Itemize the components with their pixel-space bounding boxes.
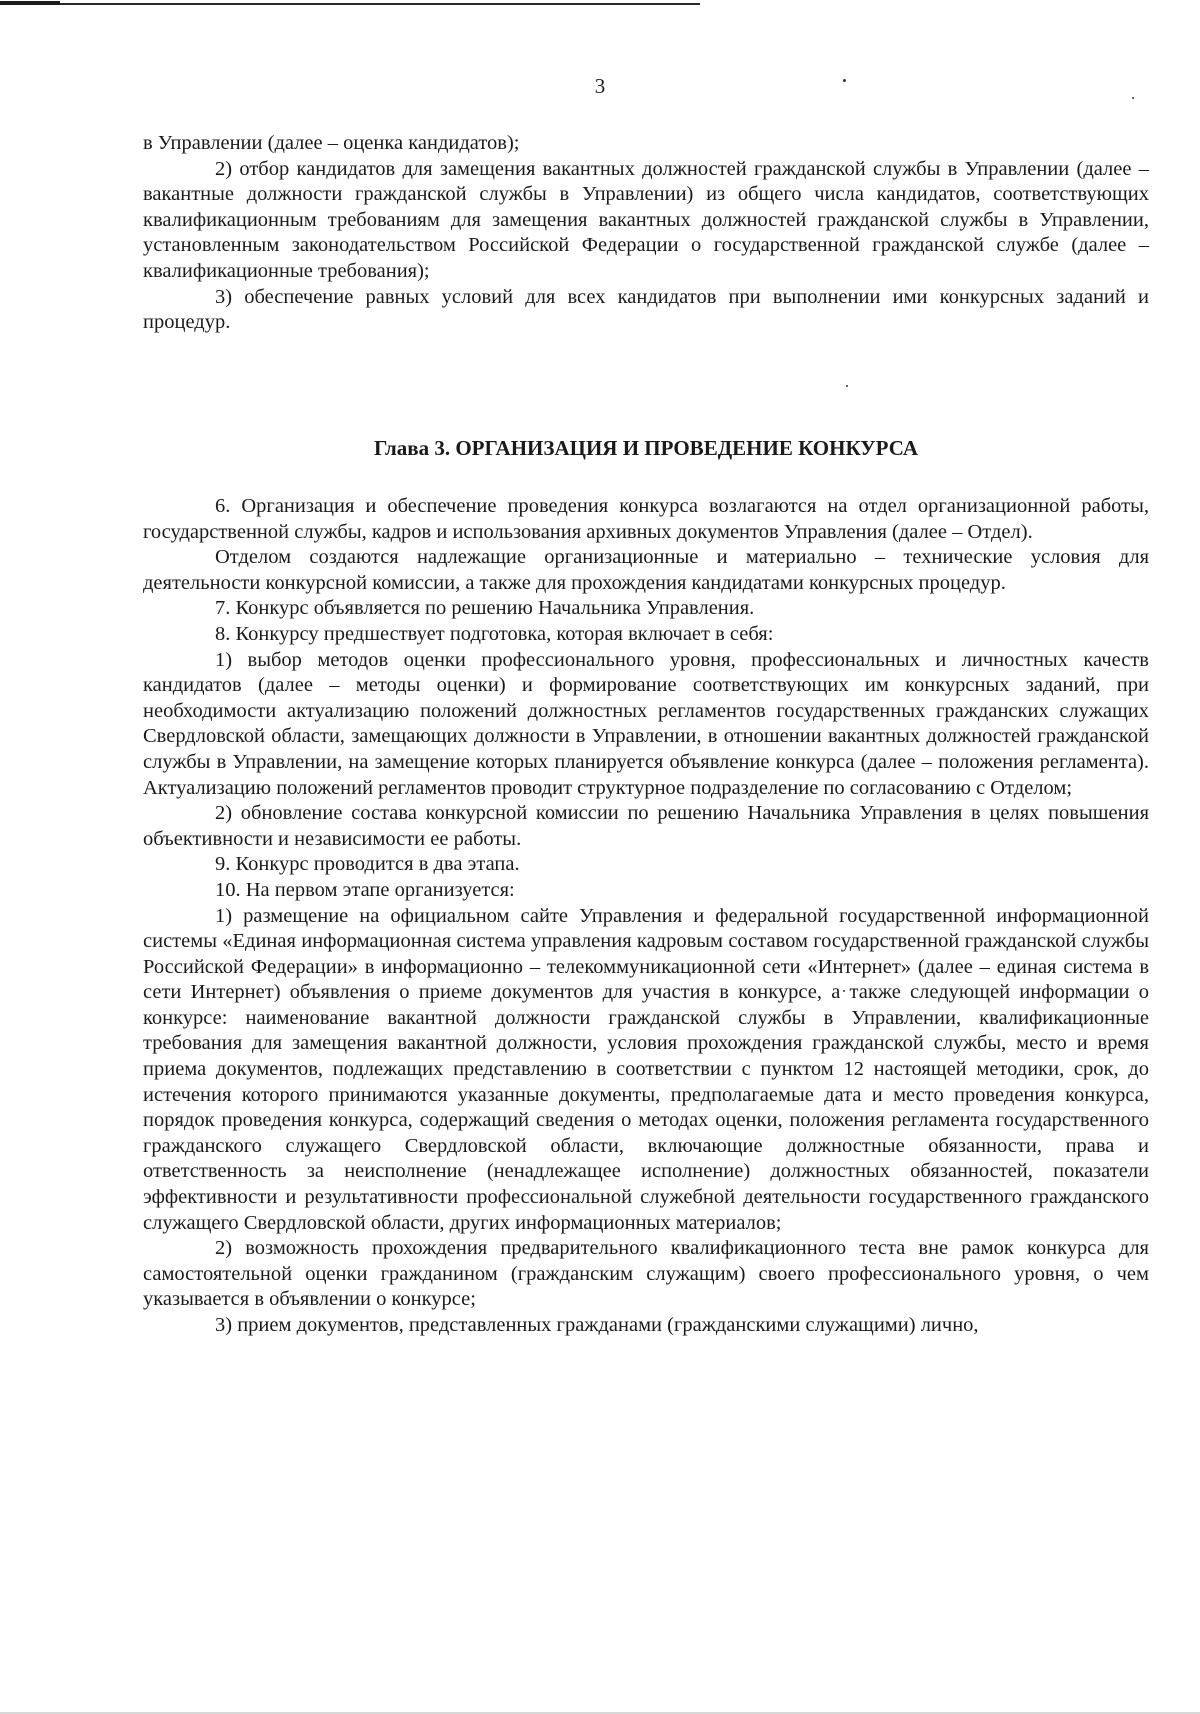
paragraph: 2) обновление состава конкурсной комиссии по решению Начальника Управления в целях повышения объективности и независимости ее работы. — [143, 802, 1149, 850]
paragraph: 1) выбор методов оценки профессионального уровня, профессиональных и личностных качеств кандидатов (далее – методы оценки) и формирование соответствующих им конкурсных заданий, при необходимости актуализацию положений должностных регламентов государственных гражданских служащих Свердловской области, замещающих должности в Управлении, в отношении вакантных должностей гражданской службы в Управлении, на замещение которых планируется объявление конкурса (далее – положения регламента). Актуализацию положений регламентов проводит структурное подразделение по согласованию с Отделом; — [143, 648, 1149, 799]
paragraph: Отделом создаются надлежащие организационные и материально – технические условия для деятельности конкурсной комиссии, а также для прохождения кандидатами конкурсных процедур. — [143, 546, 1149, 594]
paragraph: 8. Конкурсу предшествует подготовка, которая включает в себя: — [215, 622, 774, 645]
paragraph: 2) возможность прохождения предварительного квалификационного теста вне рамок конкурса для самостоятельной оценки гражданином (гражданским служащим) своего профессионального уровня, о чем указывается в объявлении о конкурсе; — [143, 1237, 1149, 1311]
paragraph: 10. На первом этапе организуется: — [215, 878, 515, 901]
chapter-heading: Глава 3. ОРГАНИЗАЦИЯ И ПРОВЕДЕНИЕ КОНКУРСА — [373, 436, 919, 460]
paragraph: 3) прием документов, представленных гражданами (гражданскими служащими) лично, — [215, 1314, 979, 1336]
paragraph: 2) отбор кандидатов для замещения вакантных должностей гражданской службы в Управлении (далее – вакантные должности гражданской службы в Управлении) из общего числа кандидатов, соответствующих квалификационным требованиям для замещения вакантных должностей гражданской службы в Управлении, установленным законодательством Российской Федерации о государственной гражданской службе (далее – квалификационные требования); — [143, 157, 1149, 282]
paragraph: 3) обеспечение равных условий для всех кандидатов при выполнении ими конкурсных заданий и процедур. — [143, 285, 1149, 334]
chapter-body — [143, 494, 1149, 1339]
paragraph: 6. Организация и обеспечение проведения конкурса возлагаются на отдел организационной работы, государственной службы, кадров и использования архивных документов Управления (далее – Отдел). — [143, 495, 1149, 543]
scan-top-edge — [0, 3, 700, 5]
paragraph: 7. Конкурс объявляется по решению Начальника Управления. — [215, 597, 755, 620]
paragraph: в Управлении (далее – оценка кандидатов); — [143, 132, 520, 154]
paragraph: 9. Конкурс проводится в два этапа. — [215, 853, 520, 876]
scan-speck — [846, 385, 848, 387]
scan-corner-mark — [0, 1, 60, 5]
paragraph: 1) размещение на официальном сайте Управления и федеральной государственной информационной системы «Единая информационная система управления кадровым составом государственной гражданской службы Российской Федерации» в информационно – телекоммуникационной сети «Интернет» (далее – единая система в сети Интернет) объявления о приеме документов для участия в конкурсе, а также следующей информации о конкурсе: наименование вакантной должности гражданской службы в Управлении, квалификационные требования для замещения вакантной должности, условия прохождения гражданской службы, место и время приема документов, подлежащих представлению в соответствии с пунктом 12 настоящей методики, срок, до истечения которого принимаются указанные документы, предполагаемые дата и место проведения конкурса, порядок проведения конкурса, содержащий сведения о методах оценки, положения регламента государственного гражданского служащего Свердловской области, включающие должностные обязанности, права и ответственность за неисполнение (ненадлежащее исполнение) должностных обязанностей, показатели эффективности и результативности профессиональной служебной деятельности государственного гражданского служащего Свердловской области, других информационных материалов; — [143, 904, 1149, 1234]
page-number: 3 — [594, 74, 606, 98]
intro-text — [143, 131, 1149, 336]
